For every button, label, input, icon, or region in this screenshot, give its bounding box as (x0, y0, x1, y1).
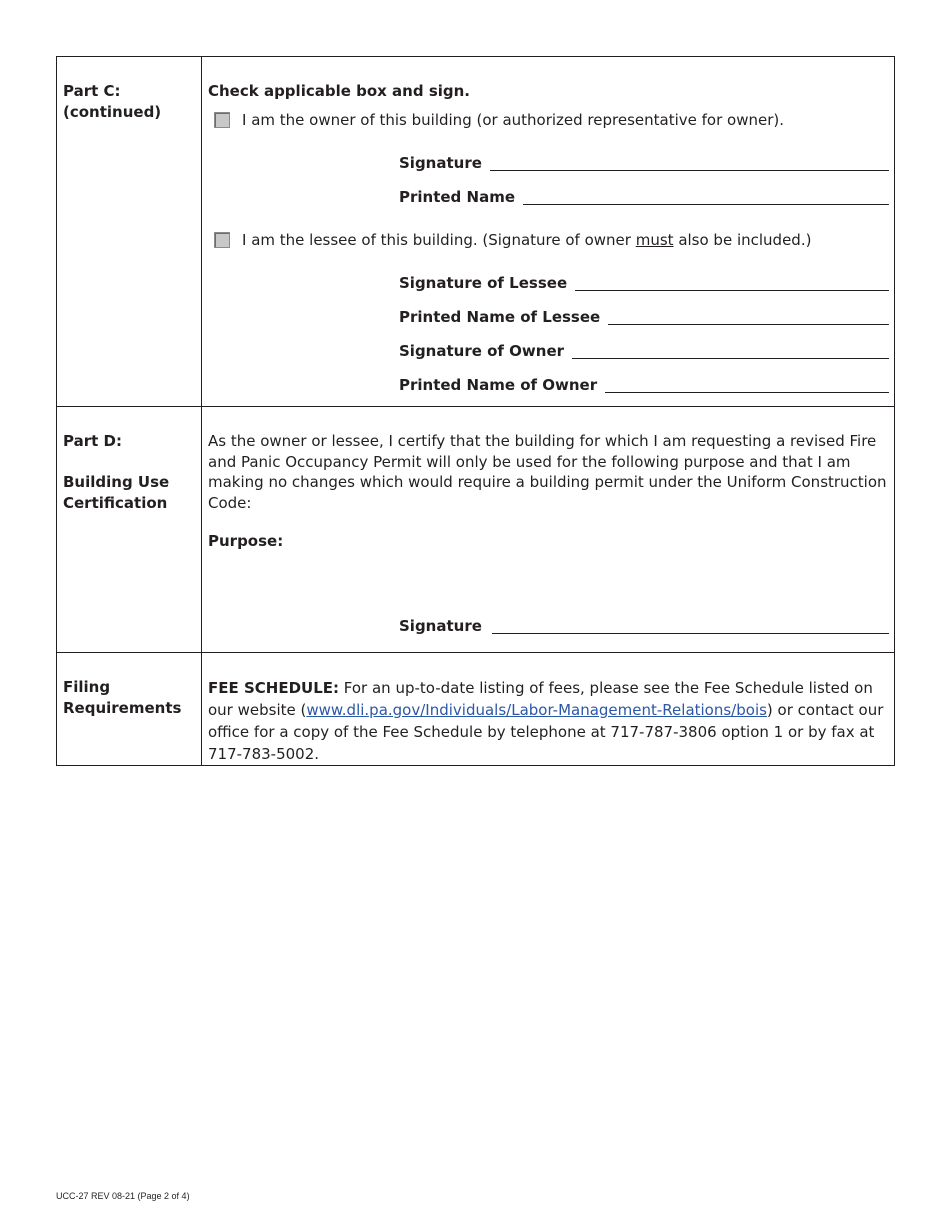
part-d-content (202, 407, 895, 653)
owner-printed-name-field[interactable] (523, 190, 889, 205)
filing-label (57, 653, 202, 766)
part-d-title: Part D: (63, 432, 122, 450)
lessee-option[interactable] (208, 230, 889, 250)
fee-text-start: For an up-to-date listing of fees, please see the Fee Schedule listed on our website ( (208, 679, 873, 719)
filing-title-2: Requirements (63, 699, 182, 717)
owner-printed-name-line[interactable] (399, 186, 889, 206)
owner-signature2-line[interactable] (399, 340, 889, 360)
part-c-heading: Check applicable box and sign. (208, 82, 471, 100)
lessee-checkbox[interactable] (214, 232, 230, 248)
fee-schedule-text (208, 677, 889, 765)
lessee-printed-name-line[interactable] (399, 306, 889, 326)
bois-website-link[interactable]: www.dli.pa.gov/Individuals/Labor-Management-Relations/bois (306, 701, 767, 719)
certification-text: As the owner or lessee, I certify that the building for which I am requesting a revised Fire and Panic Occupancy Permit will only be used for the following purpose and that I am making no changes which would require a building permit under the Uniform Construction Code: (208, 432, 887, 512)
part-c-content (202, 57, 895, 407)
lessee-option-text-end: also be included.) (673, 231, 812, 249)
fee-schedule-heading: FEE SCHEDULE: (208, 679, 340, 697)
filing-row (57, 653, 895, 766)
lessee-option-emphasis: must (635, 231, 674, 249)
lessee-signature-label: Signature of Lessee (399, 274, 568, 292)
owner-signature-line[interactable] (399, 152, 889, 172)
owner-checkbox[interactable] (214, 112, 230, 128)
part-d-row (57, 407, 895, 653)
part-d-subtitle-2: Certification (63, 494, 168, 512)
part-c-title: Part C: (63, 82, 121, 100)
lessee-option-label (242, 230, 811, 250)
part-d-signature-field[interactable] (492, 619, 889, 634)
owner-printed-name2-field[interactable] (605, 378, 889, 393)
part-c-row (57, 57, 895, 407)
owner-signature-label: Signature (399, 154, 482, 172)
filing-title-1: Filing (63, 678, 111, 696)
part-d-signature-line[interactable] (399, 615, 889, 635)
part-c-subtitle: (continued) (63, 103, 162, 121)
part-d-label (57, 407, 202, 653)
form-footer: UCC-27 REV 08-21 (Page 2 of 4) (56, 1191, 190, 1201)
owner-printed-name-label: Printed Name (399, 188, 515, 206)
lessee-signature-line[interactable] (399, 272, 889, 292)
owner-option[interactable] (208, 110, 889, 130)
fee-text-end: ) or contact our office for a copy of the Fee Schedule by telephone at 717-787-3806 option 1 or by fax at 717-783-5002. (208, 701, 884, 763)
owner-option-label: I am the owner of this building (or authorized representative for owner). (242, 111, 784, 129)
owner-signature-field[interactable] (490, 156, 889, 171)
lessee-signature-field[interactable] (575, 276, 889, 291)
permit-form-table (56, 56, 895, 766)
owner-printed-name2-line[interactable] (399, 374, 889, 394)
purpose-label: Purpose: (208, 532, 284, 550)
part-c-label (57, 57, 202, 407)
owner-signature2-label: Signature of Owner (399, 342, 565, 360)
part-d-subtitle-1: Building Use (63, 473, 170, 491)
lessee-option-text-start: I am the lessee of this building. (Signature of owner (242, 231, 636, 249)
lessee-printed-name-label: Printed Name of Lessee (399, 308, 601, 326)
owner-signature2-field[interactable] (572, 344, 889, 359)
filing-content (202, 653, 895, 766)
lessee-printed-name-field[interactable] (608, 310, 889, 325)
part-d-signature-label: Signature (399, 617, 482, 635)
owner-printed-name2-label: Printed Name of Owner (399, 376, 598, 394)
